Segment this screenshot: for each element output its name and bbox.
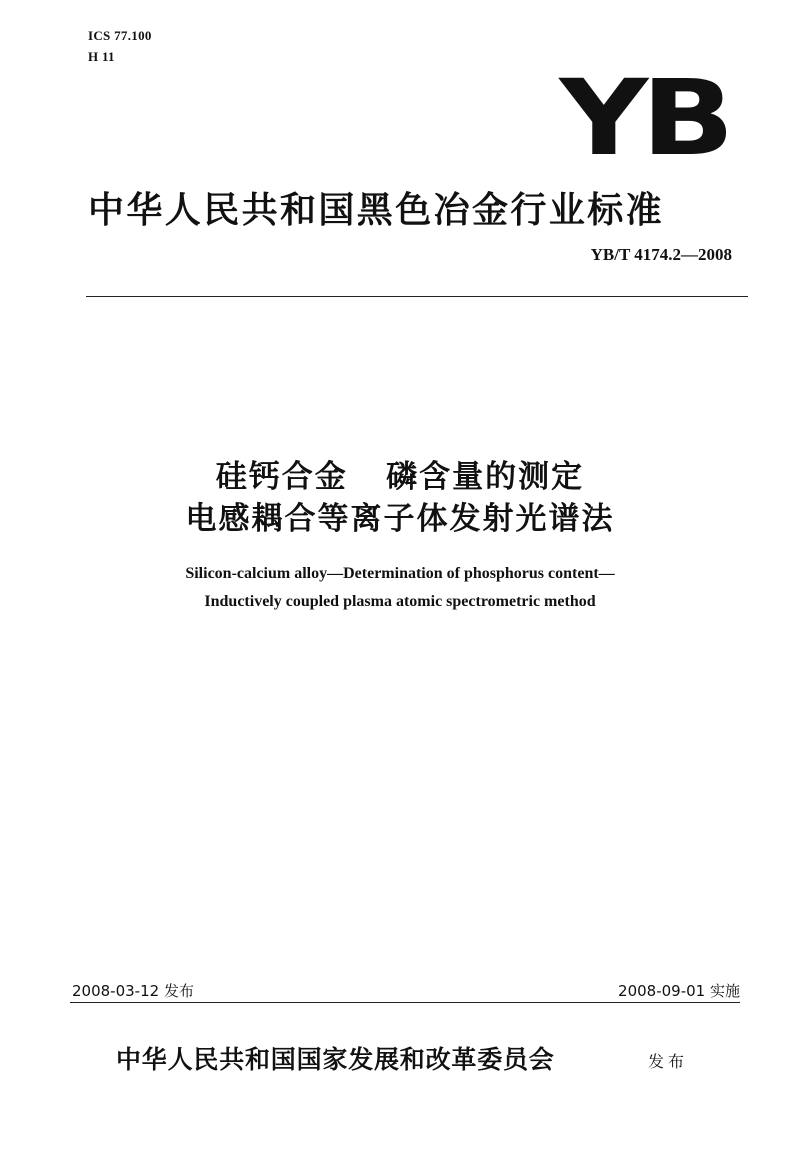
issue-date: 2008-03-12 发布 — [72, 982, 194, 1000]
header-divider — [86, 296, 748, 297]
yb-logo: YB — [559, 57, 728, 179]
standard-number: YB/T 4174.2—2008 — [590, 245, 732, 264]
footer-divider — [70, 1002, 740, 1003]
implementation-date: 2008-09-01 实施 — [618, 982, 740, 1000]
issuing-authority: 中华人民共和国国家发展和改革委员会 — [116, 1045, 555, 1074]
english-title-line-1: Silicon-calcium alloy—Determination of phosphorus content— — [185, 565, 615, 582]
standard-title: 中华人民共和国黑色冶金行业标准 — [88, 190, 665, 231]
issuing-label: 发布 — [648, 1052, 689, 1071]
english-title-line-2: Inductively coupled plasma atomic spectrometric method — [204, 593, 596, 610]
chinese-title-line-2: 电感耦合等离子体发射光谱法 — [185, 501, 615, 537]
ics-code: ICS 77.100 — [88, 28, 152, 43]
category-code: H 11 — [88, 49, 115, 64]
chinese-title-line-1: 硅钙合金 磷含量的测定 — [215, 459, 585, 495]
